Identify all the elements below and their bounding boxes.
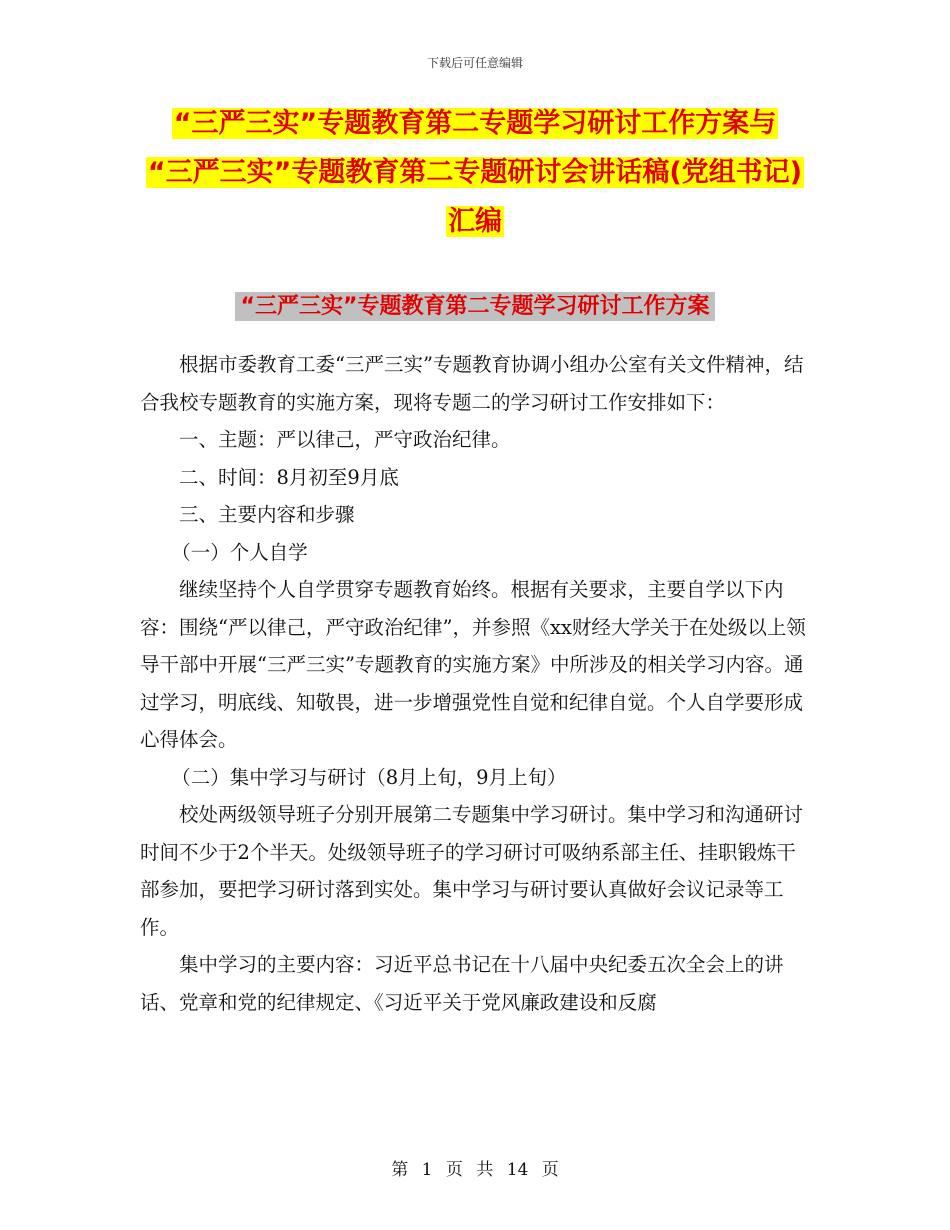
paragraph-group-study-heading: （二）集中学习与研讨（8月上旬，9月上旬） [171, 765, 567, 789]
page-footer: 第 1 页 共 14 页 [391, 1160, 559, 1180]
document-title [130, 106, 820, 253]
paragraph-self-study-heading: （一）个人自学 [171, 540, 308, 564]
section-title [0, 289, 950, 320]
paragraph-group-study-content: 集中学习的主要内容：习近平总书记在十八届中央纪委五次全会上的讲话、党章和党的纪律规定、《习近平关于党风廉政建设和反腐 [140, 953, 784, 1014]
paragraph-intro: 根据市委教育工委“三严三实”专题教育协调小组办公室有关文件精神，结合我校专题教育的实施方案，现将专题二的学习研讨工作安排如下： [140, 353, 804, 414]
document-body [140, 346, 810, 1021]
paragraph-steps-heading: 三、主要内容和步骤 [179, 503, 355, 526]
title-line-3: 汇编 [448, 206, 502, 237]
paragraph-self-study: 继续坚持个人自学贯穿专题教育始终。根据有关要求，主要自学以下内容：围绕“严以律己，严守政治纪律”，并参照《xx财经大学关于在处级以上领导干部中开展“三严三实”专题教育的实施方案》中所涉及的相关学习内容。通过学习，明底线、知敬畏，进一步增强党性自觉和纪律自觉。个人自学要形成心得体会。 [140, 578, 806, 751]
title-line-2: “三严三实”专题教育第二专题研讨会讲话稿(党组书记) [147, 157, 803, 188]
section-title-text: “三严三实”专题教育第二专题学习研讨工作方案 [235, 292, 716, 321]
paragraph-group-study: 校处两级领导班子分别开展第二专题集中学习研讨。集中学习和沟通研讨时间不少于2个半天。处级领导班子的学习研讨可吸纳系部主任、挂职锻炼干部参加，要把学习研讨落到实处。集中学习与研讨要认真做好会议记录等工作。 [140, 803, 804, 939]
header-note: 下载后可任意编辑 [426, 56, 523, 70]
paragraph-time: 二、时间：8月初至9月底 [179, 465, 399, 489]
paragraph-theme: 一、主题：严以律己，严守政治纪律。 [179, 428, 511, 451]
title-line-1: “三严三实”专题教育第二专题学习研讨工作方案与 [173, 108, 777, 139]
